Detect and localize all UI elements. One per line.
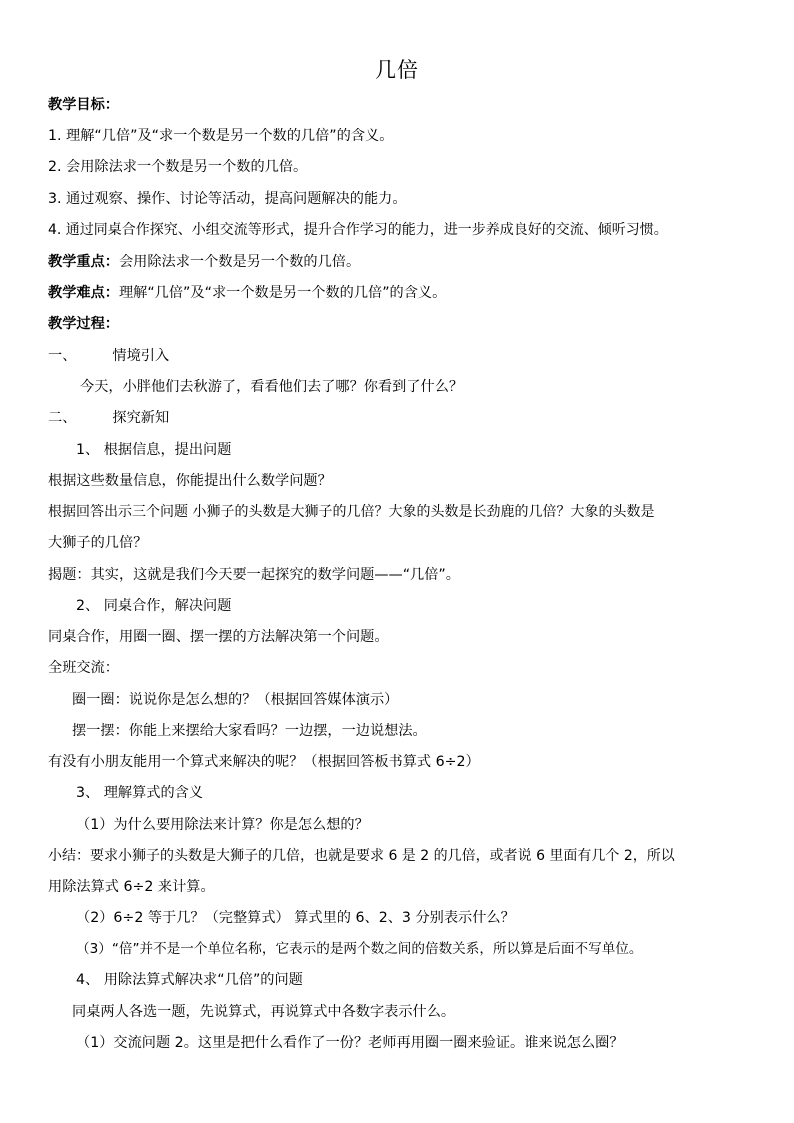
objective-item: 4. 通过同桌合作探究、小组交流等形式，提升合作学习的能力，进一步养成良好的交流、倾听习惯。 xyxy=(48,222,668,238)
step-heading: 2、 同桌合作，解决问题 xyxy=(76,598,232,614)
paragraph: （1）交流问题 2。这里是把什么看作了一份？老师再用圈一圈来验证。谁来说怎么圈？ xyxy=(76,1035,624,1051)
section-title: 探究新知 xyxy=(112,410,170,426)
paragraph: 同桌两人各选一题，先说算式，再说算式中各数字表示什么。 xyxy=(72,1004,456,1020)
section-heading xyxy=(48,408,169,428)
paragraph: 有没有小朋友能用一个算式来解决的呢？（根据回答板书算式 6÷2） xyxy=(48,754,480,770)
key-point-label: 教学重点： xyxy=(48,254,119,270)
difficult-point-label: 教学难点： xyxy=(48,285,119,301)
paragraph: 根据这些数量信息，你能提出什么数学问题？ xyxy=(48,473,332,489)
paragraph: 用除法算式 6÷2 来计算。 xyxy=(48,879,215,895)
section-title: 情境引入 xyxy=(112,348,170,364)
paragraph: 小结：要求小狮子的头数是大狮子的几倍，也就是要求 6 是 2 的几倍，或者说 6 里面有几个 2，所以 xyxy=(48,848,675,864)
paragraph: （2）6÷2 等于几？（完整算式） 算式里的 6、2、3 分别表示什么？ xyxy=(76,910,515,926)
difficult-point xyxy=(48,283,446,303)
paragraph: （3）“倍”并不是一个单位名称，它表示的是两个数之间的倍数关系，所以算是后面不写单位。 xyxy=(76,941,643,957)
section-number: 一、 xyxy=(48,348,77,364)
paragraph: 全班交流： xyxy=(48,660,119,676)
paragraph: 揭题：其实，这就是我们今天要一起探究的数学问题——“几倍”。 xyxy=(48,567,460,583)
paragraph: 根据回答出示三个问题 小狮子的头数是大狮子的几倍？大象的头数是长劲鹿的几倍？大象的头数是 xyxy=(48,504,655,520)
difficult-point-text: 理解“几倍”及“求一个数是另一个数的几倍”的含义。 xyxy=(118,285,447,301)
section-heading xyxy=(48,346,169,366)
objective-item: 3. 通过观察、操作、讨论等活动，提高问题解决的能力。 xyxy=(48,191,407,207)
key-point xyxy=(48,252,360,272)
paragraph: 今天，小胖他们去秋游了，看看他们去了哪？你看到了什么？ xyxy=(80,379,464,395)
key-point-text: 会用除法求一个数是另一个数的几倍。 xyxy=(118,254,361,270)
page-title: 几倍 xyxy=(375,58,419,82)
paragraph: 摆一摆：你能上来摆给大家看吗？一边摆，一边说想法。 xyxy=(72,723,427,739)
paragraph: 大狮子的几倍？ xyxy=(48,535,148,551)
objectives-heading: 教学目标： xyxy=(48,97,119,113)
objective-item: 2. 会用除法求一个数是另一个数的几倍。 xyxy=(48,159,308,175)
paragraph: 同桌合作，用圈一圈、摆一摆的方法解决第一个问题。 xyxy=(48,629,389,645)
step-heading: 4、 用除法算式解决求“几倍”的问题 xyxy=(76,972,303,988)
objective-item: 1. 理解“几倍”及“求一个数是另一个数的几倍”的含义。 xyxy=(48,128,394,144)
section-number: 二、 xyxy=(48,410,77,426)
paragraph: 圈一圈：说说你是怎么想的？（根据回答媒体演示） xyxy=(72,692,399,708)
process-heading: 教学过程： xyxy=(48,316,119,332)
paragraph: （1）为什么要用除法来计算？你是怎么想的？ xyxy=(76,817,369,833)
step-heading: 3、 理解算式的含义 xyxy=(76,785,204,801)
step-heading: 1、 根据信息，提出问题 xyxy=(76,442,232,458)
